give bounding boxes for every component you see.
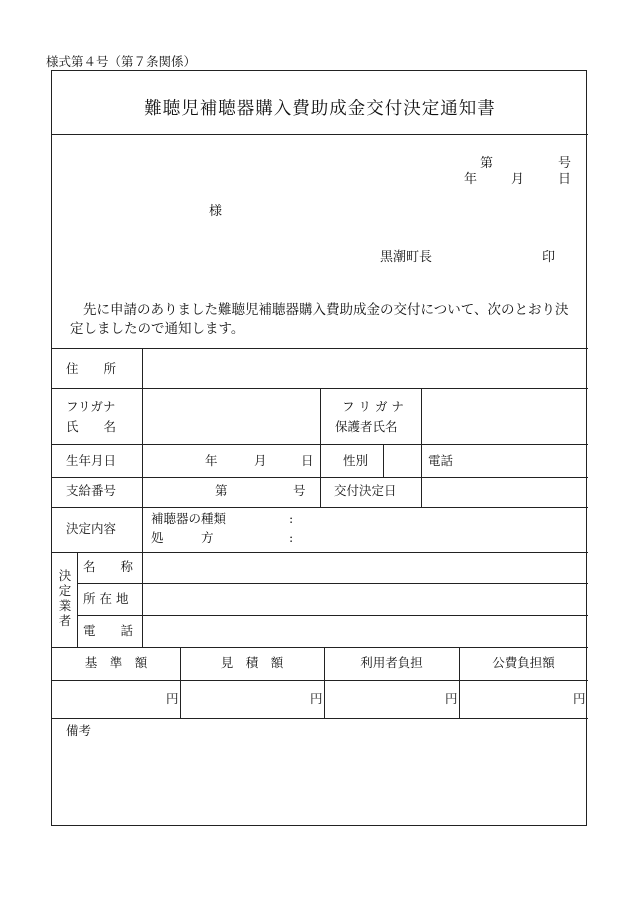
label-column-line: [142, 348, 143, 552]
estimate-amount-unit: 円: [310, 691, 323, 706]
doc-number-prefix: 第: [480, 156, 494, 171]
dob-year: 年: [205, 453, 218, 468]
vendor-row-line: [77, 615, 588, 616]
sex-column-line: [383, 444, 384, 477]
vendor-label-line: [142, 552, 143, 647]
table-top-line: [52, 348, 588, 349]
phone-label: 電話: [428, 453, 454, 468]
decision-date-label: 交付決定日: [334, 483, 397, 498]
standard-amount-unit: 円: [166, 691, 179, 706]
remarks-label: 備考: [66, 723, 92, 738]
dob-month: 月: [254, 453, 267, 468]
furigana-label: フリガナ: [66, 399, 116, 414]
dob-label: 生年月日: [66, 453, 117, 468]
row-line: [52, 647, 588, 648]
public-burden-header: 公費負担額: [492, 655, 555, 670]
date-year: 年: [464, 172, 478, 187]
row-line: [52, 507, 588, 508]
row-line: [52, 552, 588, 553]
notice-text: 先に申請のありました難聴児補聴器購入費助成金の交付について、次のとおり決定しましたので通知します。: [70, 302, 569, 337]
mid-column-line: [320, 388, 321, 507]
device-type-colon: :: [289, 511, 294, 526]
device-type-label: 補聴器の種類: [151, 511, 227, 526]
title-divider: [52, 134, 588, 135]
address-label: 住 所: [66, 361, 117, 376]
public-burden-unit: 円: [573, 691, 586, 706]
user-burden-header: 利用者負担: [360, 655, 423, 670]
name-label: 氏 名: [66, 419, 117, 434]
vendor-phone-label: 電 話: [83, 623, 134, 638]
vendor-location-label: 所 在 地: [83, 591, 129, 606]
guardian-name-label: 保護者氏名: [335, 419, 398, 434]
payment-number-label: 支給番号: [66, 483, 117, 498]
date-day: 日: [558, 172, 572, 187]
prescription-colon: :: [289, 530, 294, 545]
row-line: [52, 680, 588, 681]
payment-number-suffix: 号: [293, 483, 306, 498]
standard-amount-header: 基 準 額: [84, 655, 148, 670]
mid-column-line: [421, 388, 422, 507]
vendor-name-label: 名 称: [83, 559, 134, 574]
addressee-suffix: 様: [209, 204, 223, 219]
row-line: [52, 718, 588, 719]
issuer-name: 黒潮町長: [380, 250, 433, 265]
payment-number-prefix: 第: [215, 483, 228, 498]
user-burden-unit: 円: [445, 691, 458, 706]
form-title: 難聴児補聴器購入費助成金交付決定通知書: [144, 99, 496, 119]
guardian-furigana-label: フ リ ガ ナ: [342, 399, 404, 414]
vendor-group-label: 決定業者: [58, 568, 72, 628]
doc-number-suffix: 号: [558, 156, 572, 171]
prescription-label: 処 方: [151, 530, 214, 545]
seal-mark: 印: [542, 250, 556, 265]
vendor-group-line: [77, 552, 78, 647]
dob-day: 日: [301, 453, 314, 468]
form-number: 様式第４号（第７条関係）: [46, 54, 197, 69]
notification-form: [51, 70, 587, 826]
date-month: 月: [511, 172, 525, 187]
estimate-amount-header: 見 積 額: [220, 655, 284, 670]
vendor-row-line: [77, 583, 588, 584]
sex-label: 性別: [343, 453, 369, 468]
decision-content-label: 決定内容: [66, 521, 117, 536]
